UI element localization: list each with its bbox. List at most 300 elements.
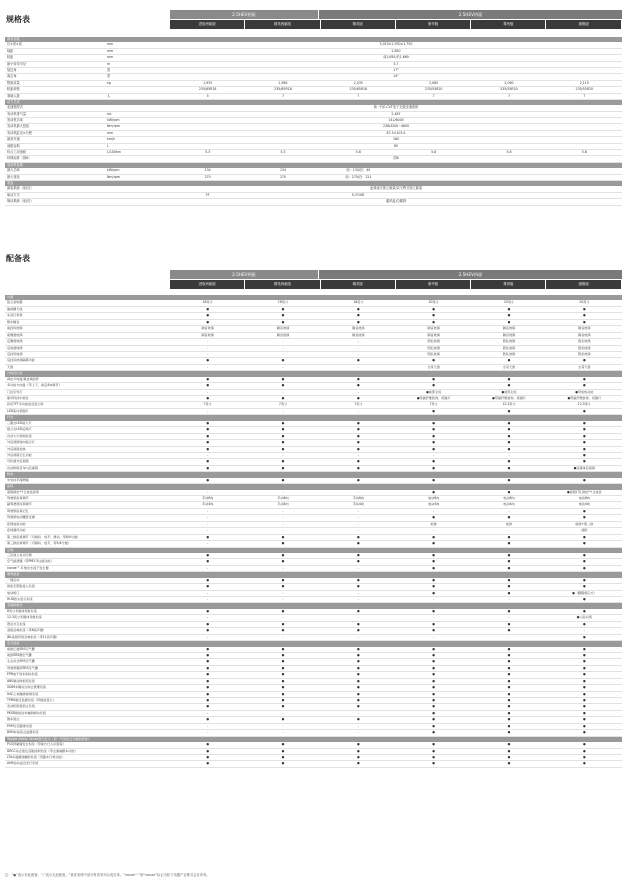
cell-value: ● (432, 565, 435, 570)
cell-value: 18英寸 (277, 300, 289, 305)
cell-value: ● (507, 761, 511, 766)
cell-value: 手动4向 (352, 502, 364, 507)
cell-value: - (207, 345, 209, 350)
row-label: ABS制动防抱死系统 (7, 678, 35, 683)
cell-value: 7 (281, 93, 284, 98)
cell-value: - (508, 508, 510, 513)
row-values (170, 193, 622, 198)
cell-value: ● (507, 584, 511, 589)
row-value-wide: 180 (392, 137, 400, 142)
cell-value: 5.8 (355, 150, 361, 155)
cell-value: ●（脚踢感应式） (572, 590, 597, 595)
row-values (170, 87, 622, 92)
cell-value: 1,935 (203, 80, 213, 85)
cell-value: - (207, 364, 209, 369)
cell-value: - (207, 339, 209, 344)
cell-value: - (357, 710, 359, 715)
row-values (170, 730, 622, 735)
row-label: 多功能方向盘（带上下、前后4向调节） (7, 383, 62, 388)
cell-value: ● (281, 319, 285, 324)
cell-value: - (282, 590, 284, 595)
cell-value: ● (356, 748, 360, 753)
cell-value: ● (432, 541, 435, 546)
cell-value: ●高级打孔真皮*+合成皮 (566, 489, 602, 494)
cell-value: 手动6向 (277, 496, 289, 500)
row-value-wide: 麦弗逊式独立悬架/双叉臂式独立悬架 (369, 186, 423, 191)
row-label: 离去角 (7, 74, 17, 79)
row-label: 外后视镜转向指示灯 (7, 440, 35, 445)
cell-value: ● (281, 672, 285, 677)
row-label: 多媒体娱乐 (7, 603, 23, 608)
cell-value: - (207, 541, 209, 546)
row-label: 外观 (7, 295, 14, 299)
cell-value: ● (356, 420, 360, 425)
row-values (170, 559, 622, 564)
cell-value: ● (356, 559, 360, 564)
cell-value: ● (432, 685, 435, 690)
row-values (170, 440, 622, 445)
cell-value: - (433, 508, 435, 513)
config-group-2wd-label: 2.5HEV两驱 (170, 270, 318, 279)
row-unit: L/100km (107, 150, 121, 155)
cell-value: ● (281, 306, 285, 311)
cell-value: ● (206, 534, 210, 539)
row-value-wide: 通风盘式/碟刹 (385, 199, 407, 204)
cell-value: 隐私玻璃 (502, 345, 516, 350)
row-label: 三眼式LED前大灯 (7, 420, 32, 425)
row-label: PCS预碰撞安全系统（带前方行人识别等） (7, 742, 66, 747)
cell-value: - (282, 565, 284, 570)
cell-value: ● (582, 515, 586, 520)
row-values (170, 502, 622, 507)
spec-row (5, 199, 622, 205)
row-value-wide: 国6 (393, 156, 399, 161)
row-values (170, 755, 622, 760)
row-values (170, 635, 622, 640)
row-values (170, 326, 622, 331)
cell-value: - (508, 597, 510, 601)
row-values (170, 615, 622, 620)
cell-value: ● (206, 748, 210, 753)
cell-value: ● (507, 534, 511, 539)
cell-value: 隔音玻璃 (276, 332, 290, 337)
cell-value: - (357, 723, 359, 728)
cell-value: ● (356, 541, 360, 546)
cell-value: ● (281, 754, 285, 759)
row-values (170, 666, 622, 671)
cell-value: ● (206, 433, 210, 438)
cell-value: ● (206, 584, 210, 589)
row-value-wide: 2,850 (391, 48, 401, 53)
cell-value: ● (432, 742, 435, 747)
row-value-wide: 前1,655/后1,660 (383, 55, 409, 60)
cell-value: ● (432, 427, 435, 432)
cell-value: ● (206, 376, 210, 381)
cell-value: ● (206, 396, 210, 400)
cell-value: ● (582, 376, 586, 381)
row-values (170, 390, 622, 395)
cell-value: - (282, 408, 284, 413)
cell-value: ● (432, 748, 435, 753)
row-label: 高级音响系统（带6扬声器） (7, 628, 47, 633)
row-values (170, 553, 622, 558)
cell-value: ●带碳纤维装饰、氛围灯 (567, 396, 602, 400)
row-label: 发动机防盗锁止系统 (7, 704, 35, 709)
row-label: 可折叠外后视镜 (7, 459, 29, 464)
cell-value: - (357, 489, 359, 494)
cell-value: - (357, 521, 359, 526)
row-unit: mm (107, 55, 114, 60)
row-label: 油箱容积 (7, 143, 20, 148)
cell-value: ● (206, 306, 210, 311)
cell-value: ● (432, 672, 435, 677)
cell-value: ● (206, 608, 210, 613)
cell-value: ● (507, 408, 511, 413)
cell-value: ● (432, 584, 435, 589)
cell-value: ● (281, 608, 285, 613)
cell-value: 235/65R18 (274, 87, 292, 92)
cell-value: ● (582, 577, 586, 582)
cell-value: ● (432, 440, 435, 445)
cell-value: ● (281, 446, 285, 451)
row-unit: m (107, 61, 111, 66)
row-values (170, 749, 622, 754)
row-label: 第三排座椅调节（可倾斜、放平，带5/4分割） (7, 541, 71, 546)
cell-value: ● (582, 634, 586, 639)
row-values (170, 396, 622, 401)
row-unit (107, 193, 170, 198)
row-label: 发动机最大扭矩 (7, 124, 30, 129)
cell-value: 手动6向 (202, 496, 214, 500)
cell-value: - (207, 634, 209, 639)
cell-value: ● (206, 652, 210, 657)
cell-value: ● (432, 717, 435, 722)
row-values (170, 333, 622, 338)
cell-value: 隔音玻璃 (427, 332, 440, 337)
cell-value: 235/65R18 (349, 87, 368, 92)
cell-value: 隔音玻璃 (352, 332, 365, 337)
cell-value: ● (206, 420, 210, 425)
row-values (170, 528, 622, 533)
cell-value: ● (281, 652, 285, 657)
cell-value: 235/55R20 (500, 87, 518, 92)
row-values (170, 175, 622, 180)
row-unit: kW/rpm (107, 168, 120, 173)
row-label: 副驾驶席座椅调节 (7, 502, 32, 507)
cell-value: - (207, 565, 209, 570)
cell-value: ● (281, 358, 285, 363)
cell-value: - (357, 528, 359, 533)
cell-value: ● (206, 659, 210, 664)
cell-value: ● (432, 534, 435, 539)
row-label: 环保标准（国6） (7, 156, 32, 161)
cell-value: ● (356, 652, 360, 657)
row-values (170, 490, 622, 495)
row-unit: 人 (107, 93, 111, 98)
cell-value: ● (356, 628, 360, 633)
cell-value: ● (507, 717, 511, 722)
cell-value: ● (432, 761, 435, 766)
cell-value: ● (206, 427, 210, 432)
cell-value: ● (281, 459, 285, 464)
cell-value: 全景天窗 (427, 364, 440, 369)
cell-value: ● (582, 584, 586, 589)
cell-value: - (508, 528, 510, 533)
group-2wd-label: 2.5HEV两驱 (170, 10, 318, 19)
row-label: 门边引导灯 (7, 389, 23, 394)
cell-value: ● (432, 358, 435, 363)
config-trim-row (170, 280, 622, 289)
cell-value: 134 (279, 168, 287, 173)
cell-value: ● (281, 665, 285, 670)
row-values (170, 647, 622, 652)
cell-value: ● (507, 672, 511, 677)
row-label: 驾驶席电动腰部支撑 (7, 515, 35, 520)
cell-value: - (357, 597, 359, 601)
cell-value: 20英寸 (503, 300, 515, 305)
cell-value: 1,965 (278, 80, 288, 85)
cell-value: ● (356, 698, 360, 702)
cell-value: ● (507, 465, 511, 470)
row-label: 后挡风玻璃除雾功能 (7, 358, 35, 363)
cell-value: - (282, 528, 284, 533)
cell-value: ● (432, 408, 435, 413)
row-values (170, 659, 622, 664)
row-label: 座椅通风功能 (7, 528, 26, 533)
cell-value: ● (356, 691, 360, 696)
cell-value: 前排+第二排 (575, 521, 594, 526)
cell-value: 5.3 (280, 150, 286, 155)
row-label: 最大功率 (7, 168, 20, 173)
spec-title: 规格表 (6, 15, 30, 24)
cell-value: ● (432, 515, 435, 520)
cell-value: ● (582, 446, 586, 451)
cell-value: - (207, 597, 209, 601)
row-label: 灯光 (7, 415, 14, 420)
cell-value: - (207, 590, 209, 595)
row-label: 电动机参数 (7, 162, 23, 167)
cell-value: ● (582, 477, 586, 482)
row-values (170, 628, 622, 633)
cell-value: ● (281, 477, 285, 482)
cell-value: 前：270/后：121 (345, 174, 372, 179)
cell-value: ● (507, 383, 511, 388)
cell-value: ● (432, 704, 435, 709)
row-label: EPB电子驻车制动系统 (7, 672, 38, 677)
row-values (170, 427, 622, 432)
cell-value: ● (582, 761, 586, 766)
row-label: 最小转弯半径 (7, 61, 27, 66)
row-label: 组合式LED后尾灯 (7, 427, 32, 432)
cell-value: - (357, 634, 359, 639)
cell-value: ● (432, 621, 435, 626)
row-label: 底盘 (7, 180, 14, 185)
cell-value: ● (281, 717, 285, 722)
cell-value: - (357, 615, 359, 620)
cell-value: ● (206, 313, 210, 318)
cell-value: ● (281, 646, 285, 651)
cell-value: 7 (357, 93, 360, 98)
cell-value: ● (356, 742, 360, 747)
row-label: HAC上坡辅助控制系统 (7, 691, 39, 696)
cell-value: - (207, 508, 209, 513)
row-values (170, 509, 622, 514)
row-values (170, 409, 622, 414)
cell-value: ● (356, 659, 360, 664)
cell-value: ● (281, 420, 285, 425)
row-values (170, 402, 622, 407)
cell-value: ● (356, 446, 360, 451)
cell-value: ● (281, 628, 285, 633)
row-unit (107, 105, 170, 110)
row-value-wide: 141/6000 (388, 118, 404, 123)
cell-value: ● (356, 584, 360, 589)
cell-value: ● (432, 319, 435, 324)
cell-value: - (207, 723, 209, 728)
cell-value: ● (356, 534, 360, 539)
cell-value: ● (206, 552, 210, 557)
cell-value: ● (281, 376, 285, 381)
cell-value: ●带碳纤维装饰、氛围灯 (416, 396, 451, 400)
cell-value: ● (507, 652, 511, 657)
row-values (170, 377, 622, 382)
cell-value: - (282, 730, 284, 735)
cell-value: ● (356, 685, 360, 690)
config-row (5, 761, 622, 767)
cell-value: 电动4向 (428, 502, 440, 507)
cell-value: - (207, 351, 209, 356)
row-values (170, 300, 622, 305)
cell-value: ● (356, 465, 360, 470)
row-values (170, 698, 622, 703)
row-unit: km/h (107, 137, 116, 142)
cell-value: - (357, 389, 359, 394)
row-values (170, 434, 622, 439)
row-label: 悬架系统（前/后） (7, 186, 34, 191)
row-label: 智能无钥匙进入系统 (7, 584, 35, 589)
row-label: Toyota Safety Sense智行安全（新一代智能安全辅助套装） (7, 736, 91, 741)
cell-value: ● (206, 698, 210, 702)
cell-value: - (207, 408, 209, 413)
cell-value: ● (356, 433, 360, 438)
row-label: 发动机排气量 (7, 111, 27, 116)
cell-value: - (508, 615, 510, 620)
cell-value: ● (432, 489, 435, 494)
row-values (170, 742, 622, 747)
row-values (170, 352, 622, 357)
row-label: 自动大灯控制系统 (7, 433, 32, 438)
cell-value (547, 175, 622, 180)
cell-value: ● (582, 748, 586, 753)
cell-value: 7 (432, 93, 435, 98)
row-label: 三区独立自动空调 (7, 552, 32, 557)
row-values (170, 94, 622, 99)
cell-value: ● (432, 459, 435, 464)
cell-value: ● (206, 440, 210, 445)
row-label: AHB自动远近光灯系统 (7, 761, 39, 766)
cell-value: ● (432, 723, 435, 728)
row-values (170, 339, 622, 344)
cell-value: 电动4向 (578, 502, 590, 507)
cell-value: ● (582, 433, 586, 438)
cell-value: ● (281, 427, 285, 432)
cell-value: ● (582, 742, 586, 747)
row-label: 便利装备 (7, 572, 20, 577)
cell-value: - (433, 528, 435, 533)
cell-value: ● (206, 577, 210, 582)
cell-value: ● (582, 691, 586, 696)
cell-value: ● (281, 433, 285, 438)
cell-value: 手动4向 (202, 502, 214, 507)
cell-value: - (433, 615, 435, 620)
row-values (170, 515, 622, 520)
cell-value: ● (206, 446, 210, 451)
cell-value: ● (356, 672, 360, 677)
cell-value: ● (507, 541, 511, 546)
cell-value: ● (432, 646, 435, 651)
row-label: nanoe™ X 纳米水离子发生器 (7, 565, 49, 570)
cell-value: ● (281, 584, 285, 589)
row-values (170, 584, 622, 589)
cell-value: ● (507, 730, 511, 735)
row-values (170, 541, 622, 546)
cell-value: 7英寸 (278, 402, 288, 407)
cell-value: 手动6向 (352, 496, 364, 500)
cell-value: 5 (206, 93, 209, 98)
cell-value: - (433, 597, 435, 601)
cell-value: ● (507, 489, 511, 494)
cell-value: ● (432, 590, 435, 595)
cell-value: 235/55R20 (575, 87, 594, 92)
cell-value: ● (206, 465, 210, 470)
cell-value: ● (582, 459, 586, 464)
cell-value: 隔音玻璃 (502, 326, 516, 331)
cell-value: ● (507, 577, 511, 582)
row-unit (107, 186, 170, 191)
cell-value: - (357, 730, 359, 735)
row-values (170, 365, 622, 370)
cell-value: ● (432, 710, 435, 715)
row-values (170, 622, 622, 627)
cell-value: ● (582, 420, 586, 425)
cell-value: - (357, 590, 359, 595)
cell-value: - (282, 452, 284, 457)
cell-value: - (583, 628, 585, 633)
cell-value: ●流媒体后视镜 (573, 465, 595, 470)
cell-value: ● (582, 730, 586, 735)
row-label: 12.3英寸多媒体导航系统 (7, 615, 42, 620)
cell-value: - (357, 351, 359, 356)
cell-value: ● (507, 446, 511, 451)
row-unit: L (107, 143, 109, 148)
row-unit: Nm/rpm (107, 124, 121, 129)
row-value-wide: 65 (393, 143, 399, 148)
row-label: 第二排座椅调节（可倾斜、放平、滑动，带6/4分割） (7, 534, 81, 539)
cell-value: ● (356, 440, 360, 445)
cell-value: ● (281, 534, 285, 539)
row-values (170, 672, 622, 677)
row-label: 中央扶手储物箱 (7, 477, 29, 482)
cell-value: 电动8向 (428, 496, 440, 500)
cell-value: 7 (583, 93, 586, 98)
row-values (170, 459, 622, 464)
cell-value: 20英寸 (428, 300, 439, 305)
cell-value: ● (582, 646, 586, 651)
cell-value: ● (507, 313, 511, 318)
cell-value: 5.8 (506, 150, 512, 155)
cell-value: 隔音玻璃 (201, 326, 214, 331)
cell-value: ● (582, 358, 586, 363)
